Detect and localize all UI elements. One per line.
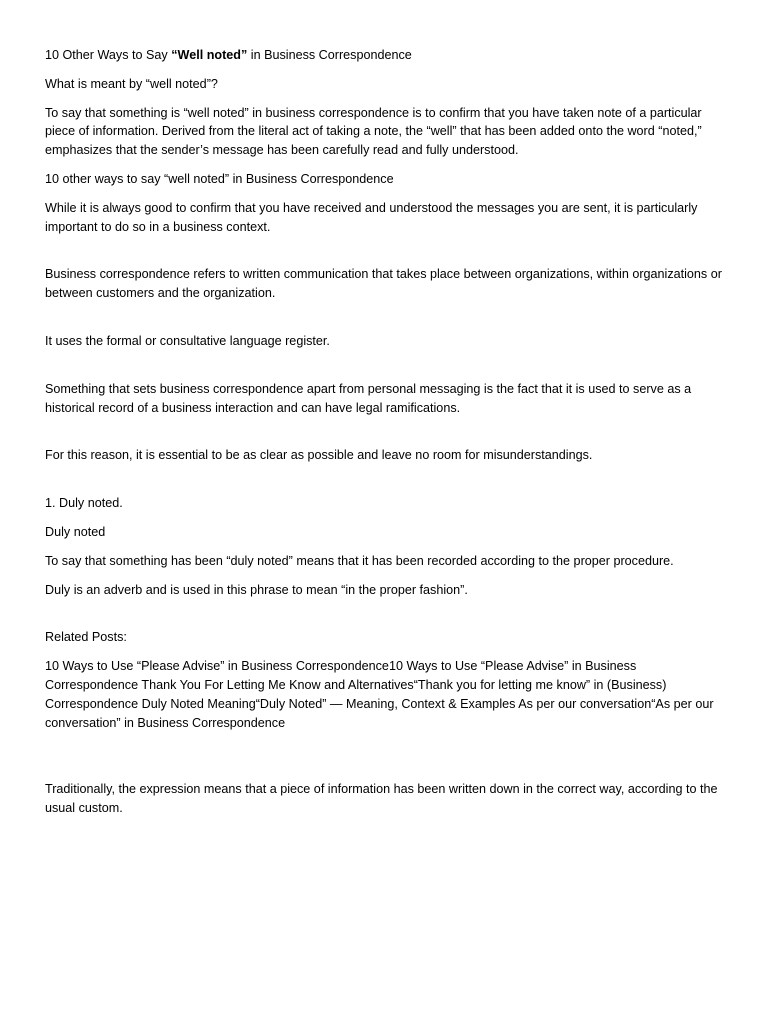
question-paragraph: What is meant by “well noted”? [45,76,218,91]
clarity-paragraph: For this reason, it is essential to be as clear as possible and leave no room for misunderstandings. [45,448,593,463]
title-suffix: in Business Correspondence [247,48,412,62]
item-1-heading: 1. Duly noted. [45,496,123,511]
related-posts-heading: Related Posts: [45,630,127,645]
intro-paragraph: While it is always good to confirm that you have received and understood the messages you are sent, it is particularly important to do so in a business context. [45,200,698,234]
business-correspondence-paragraph: Business correspondence refers to written communication that takes place between organizations, within organizations or between customers and the organization. [45,267,722,301]
related-link[interactable]: Duly Noted Meaning [138,696,256,711]
related-posts-list [45,657,725,732]
item-1-adverb: Duly is an adverb and is used in this phrase to mean “in the proper fashion”. [45,582,468,597]
subheading-paragraph: 10 other ways to say “well noted” in Business Correspondence [45,171,394,186]
document-title [45,46,725,65]
title-prefix: 10 Other Ways to Say [45,48,172,62]
item-1-label: Duly noted [45,524,106,539]
related-link[interactable]: Thank You For Letting Me Know and Alternatives [138,677,414,692]
register-paragraph: It uses the formal or consultative language register. [45,333,330,348]
related-link[interactable]: As per our conversation [515,696,652,711]
related-link[interactable]: 10 Ways to Use “Please Advise” in Business Correspondence [45,659,637,692]
related-link[interactable]: “Thank you for letting me know” in (Business) Correspondence [45,677,667,711]
definition-paragraph: To say that something is “well noted” in business correspondence is to confirm that you have taken note of a particular piece of information. Derived from the literal act of taking a note, the “well” that has been added onto the word “noted,” emphasizes that the sender’s message has been carefully read and fully understood. [45,105,702,158]
related-link[interactable]: “Duly Noted” — Meaning, Context & Examples [255,696,516,711]
document-body [45,46,725,828]
traditionally-paragraph: Traditionally, the expression means that a piece of information has been written down in the correct way, according to the usual custom. [45,782,718,816]
historical-record-paragraph: Something that sets business correspondence apart from personal messaging is the fact that it is used to serve as a historical record of a business interaction and can have legal ramifications. [45,381,692,415]
related-link[interactable]: “As per our conversation” in Business Correspondence [45,696,714,730]
item-1-meaning: To say that something has been “duly noted” means that it has been recorded according to the proper procedure. [45,553,674,568]
title-bold: “Well noted” [171,48,248,62]
related-link[interactable]: 10 Ways to Use “Please Advise” in Business Correspondence [45,659,389,674]
